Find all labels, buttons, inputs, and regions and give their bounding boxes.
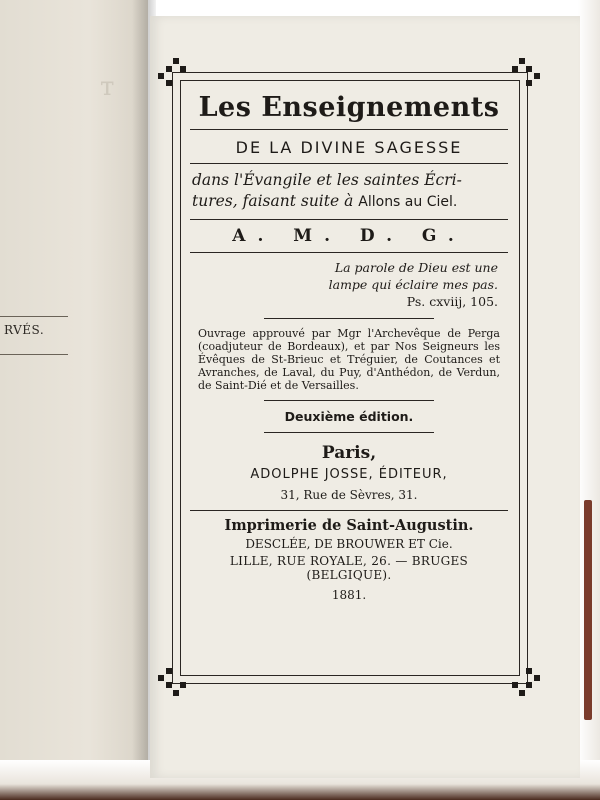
amdg-motto: A. M. D. G.: [232, 226, 466, 246]
publisher-name: ADOLPHE JOSSE, ÉDITEUR,: [250, 467, 448, 482]
short-divider: [264, 318, 434, 319]
description-roman: Allons au Ciel.: [358, 194, 458, 210]
short-divider: [264, 400, 434, 401]
quote-line-1: La parole de Dieu est une: [334, 260, 498, 275]
book-title: Les Enseignements: [198, 92, 500, 123]
cover-strip: [584, 500, 592, 720]
divider: [190, 163, 508, 164]
corner-ornament-icon: [502, 658, 542, 698]
divider: [190, 510, 508, 511]
description-line-1: dans l'Évangile et les saintes Écri-: [192, 171, 462, 189]
printer-partners: DESCLÉE, DE BROUWER ET Cie.: [245, 537, 453, 551]
bleed-through-text: ᴛ: [100, 72, 115, 102]
book-subtitle: DE LA DIVINE SAGESSE: [235, 138, 463, 157]
left-page-fragment: RVÉS.: [4, 323, 45, 337]
publication-city: Paris,: [321, 443, 377, 463]
quote-reference: Ps. cxviij, 105.: [406, 294, 498, 309]
title-page-content: [190, 86, 508, 602]
divider: [190, 252, 508, 253]
publication-year: 1881.: [331, 588, 367, 602]
short-divider: [264, 432, 434, 433]
edition-label: Deuxième édition.: [284, 409, 414, 424]
epigraph: [190, 259, 508, 310]
left-page-rule-2: [0, 354, 68, 355]
corner-ornament-icon: [502, 56, 542, 96]
quote-line-2: lampe qui éclaire mes pas.: [328, 277, 498, 292]
left-page: [0, 0, 148, 782]
left-page-rule: [0, 316, 68, 317]
corner-ornament-icon: [156, 658, 196, 698]
printer-location: LILLE, RUE ROYALE, 26. — BRUGES (BELGIQUE).: [229, 554, 469, 582]
divider: [190, 219, 508, 220]
book-description: [190, 170, 508, 213]
description-line-2: tures, faisant suite à: [192, 192, 359, 210]
printer-name: Imprimerie de Saint-Augustin.: [224, 517, 474, 534]
divider: [190, 129, 508, 130]
publisher-address: 31, Rue de Sèvres, 31.: [280, 488, 418, 502]
approval-text: Ouvrage approuvé par Mgr l'Archevêque de Perga (coadjuteur de Bordeaux), et par Nos Seigneurs les Évêques de St-Brieuc et Tréguier, de Coutances et Avranches, de Laval, du Puy, d'Anthédon, de Verdun, de Saint-Dié et de Versailles.: [198, 327, 500, 392]
